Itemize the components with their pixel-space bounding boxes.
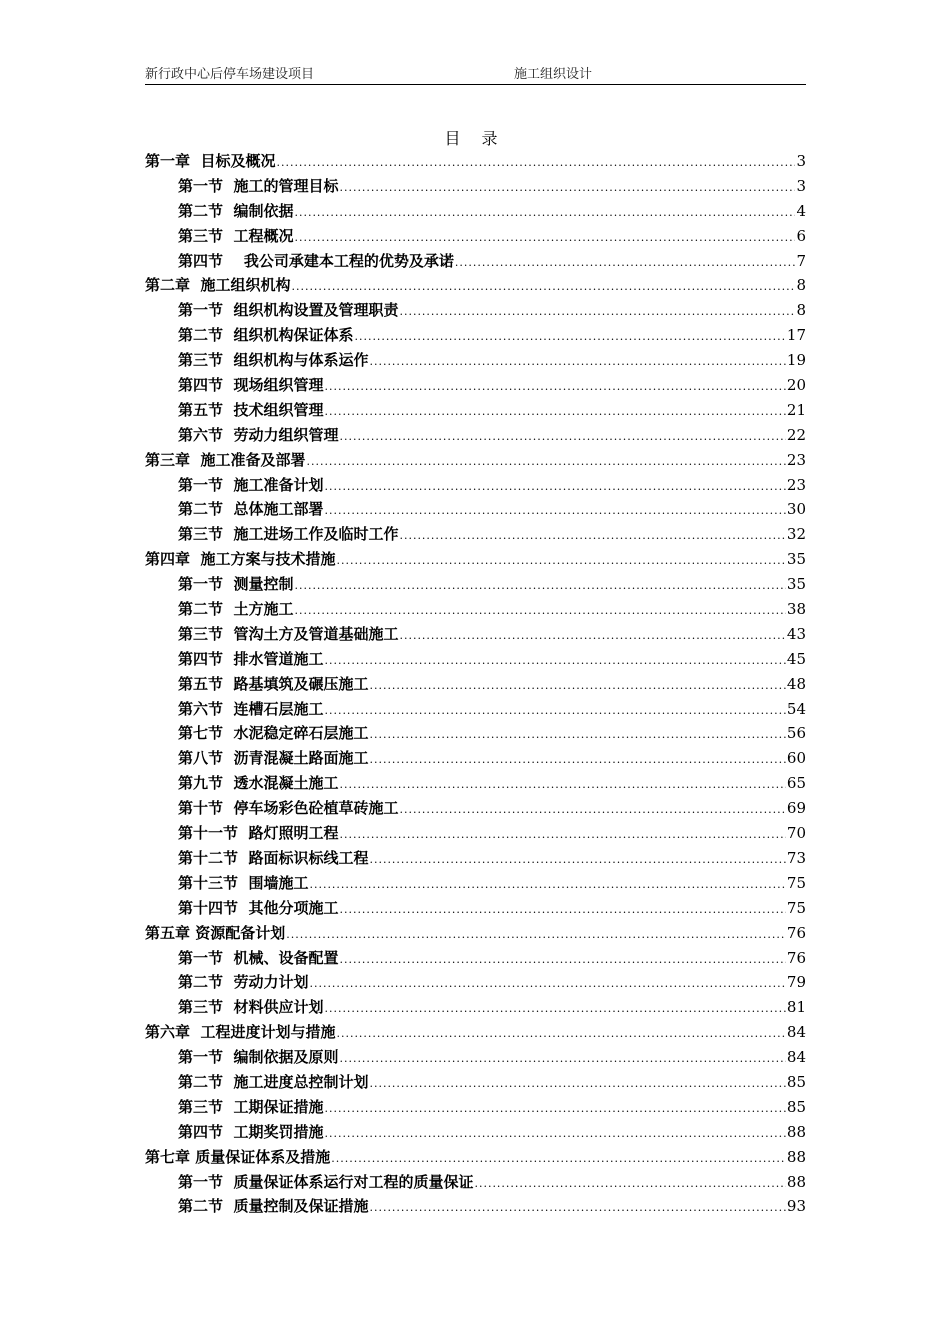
toc-entry-page-number: 85	[786, 1072, 806, 1091]
toc-dot-leader	[369, 753, 785, 766]
toc-entry-page-number: 85	[786, 1097, 806, 1116]
toc-entry-page-number: 19	[786, 351, 806, 370]
toc-dot-leader	[399, 305, 795, 318]
toc-entry-label: 第三节 管沟土方及管道基础施工	[178, 624, 399, 643]
toc-entry-label: 第二节 总体施工部署	[178, 500, 324, 519]
toc-entry-page-number: 43	[786, 624, 806, 643]
toc-dot-leader	[339, 778, 785, 791]
toc-dot-leader	[291, 280, 795, 293]
toc-entry-label: 第三节 施工进场工作及临时工作	[178, 525, 399, 544]
toc-dot-leader	[455, 256, 796, 269]
toc-entry-page-number: 88	[786, 1122, 806, 1141]
toc-dot-leader	[339, 181, 795, 194]
toc-entry-label: 第一节 机械、设备配置	[178, 948, 339, 967]
toc-entry-page-number: 84	[786, 1023, 806, 1042]
toc-entry-page-number: 20	[786, 376, 806, 395]
toc-section-entry[interactable]	[145, 847, 806, 872]
toc-entry-label: 第四节 现场组织管理	[178, 376, 324, 395]
toc-entry-label: 第五节 技术组织管理	[178, 400, 324, 419]
toc-entry-label: 第二节 土方施工	[178, 600, 294, 619]
toc-entry-page-number: 7	[796, 251, 806, 270]
toc-entry-label: 第五节 路基填筑及碾压施工	[178, 674, 369, 693]
toc-entry-page-number: 4	[796, 201, 806, 220]
toc-entry-page-number: 81	[786, 998, 806, 1017]
toc-section-entry[interactable]	[145, 648, 806, 673]
toc-entry-label: 第二节 编制依据	[178, 201, 294, 220]
toc-chapter-entry[interactable]	[145, 449, 806, 474]
toc-entry-label: 第四章 施工方案与技术措施	[145, 550, 336, 569]
toc-entry-label: 第六节 劳动力组织管理	[178, 425, 339, 444]
toc-section-entry[interactable]	[145, 1071, 806, 1096]
header-document-type: 施工组织设计	[514, 67, 593, 82]
toc-dot-leader	[369, 1077, 785, 1090]
toc-entry-page-number: 93	[786, 1197, 806, 1216]
toc-section-entry[interactable]	[145, 573, 806, 598]
toc-entry-page-number: 30	[786, 500, 806, 519]
toc-dot-leader	[339, 828, 785, 841]
toc-section-entry[interactable]	[145, 1096, 806, 1121]
toc-dot-leader	[339, 430, 785, 443]
toc-entry-label: 第四节 工期奖罚措施	[178, 1122, 324, 1141]
toc-entry-page-number: 65	[786, 774, 806, 793]
toc-entry-label: 第一节 施工的管理目标	[178, 176, 339, 195]
toc-dot-leader	[309, 878, 785, 891]
toc-entry-page-number: 3	[796, 176, 806, 195]
toc-dot-leader	[294, 206, 795, 219]
toc-entry-page-number: 23	[786, 450, 806, 469]
toc-entry-page-number: 60	[786, 749, 806, 768]
toc-chapter-entry[interactable]	[145, 548, 806, 573]
toc-dot-leader	[294, 231, 795, 244]
toc-section-entry[interactable]	[145, 971, 806, 996]
toc-dot-leader	[309, 977, 785, 990]
toc-entry-page-number: 32	[786, 525, 806, 544]
toc-section-entry[interactable]	[145, 1195, 806, 1220]
toc-section-entry[interactable]	[145, 374, 806, 399]
toc-dot-leader	[331, 1152, 786, 1165]
toc-entry-page-number: 21	[786, 400, 806, 419]
toc-dot-leader	[369, 355, 785, 368]
toc-entry-page-number: 8	[796, 276, 806, 295]
toc-entry-page-number: 73	[786, 848, 806, 867]
toc-dot-leader	[339, 953, 785, 966]
toc-entry-label: 第七节 水泥稳定碎石层施工	[178, 724, 369, 743]
toc-entry-page-number: 54	[786, 699, 806, 718]
toc-entry-label: 第二章 施工组织机构	[145, 276, 291, 295]
toc-entry-label: 第三节 材料供应计划	[178, 998, 324, 1017]
toc-entry-page-number: 17	[786, 326, 806, 345]
toc-dot-leader	[286, 928, 786, 941]
toc-dot-leader	[399, 529, 785, 542]
toc-section-entry[interactable]	[145, 822, 806, 847]
toc-entry-label: 第四节 我公司承建本工程的优势及承诺	[178, 251, 454, 270]
toc-title: 目 录	[444, 129, 506, 148]
toc-chapter-entry[interactable]	[145, 1021, 806, 1046]
toc-entry-label: 第一节 施工准备计划	[178, 475, 324, 494]
toc-section-entry[interactable]	[145, 772, 806, 797]
toc-entry-label: 第二节 质量控制及保证措施	[178, 1197, 369, 1216]
toc-dot-leader	[369, 679, 785, 692]
toc-dot-leader	[324, 654, 785, 667]
toc-section-entry[interactable]	[145, 897, 806, 922]
toc-entry-label: 第十四节 其他分项施工	[178, 898, 339, 917]
toc-entry-label: 第十节 停车场彩色砼植草砖施工	[178, 799, 399, 818]
toc-section-entry[interactable]	[145, 523, 806, 548]
toc-entry-label: 第十一节 路灯照明工程	[178, 824, 339, 843]
toc-section-entry[interactable]	[145, 623, 806, 648]
toc-entry-page-number: 76	[786, 948, 806, 967]
toc-entry-page-number: 38	[786, 600, 806, 619]
toc-entry-page-number: 88	[786, 1172, 806, 1191]
toc-section-entry[interactable]	[145, 349, 806, 374]
toc-entry-page-number: 8	[796, 301, 806, 320]
toc-entry-label: 第七章 质量保证体系及措施	[145, 1147, 331, 1166]
toc-section-entry[interactable]	[145, 1046, 806, 1071]
toc-entry-page-number: 75	[786, 873, 806, 892]
toc-dot-leader	[324, 405, 785, 418]
toc-dot-leader	[294, 604, 785, 617]
toc-dot-leader	[339, 1052, 785, 1065]
header-project-name: 新行政中心后停车场建设项目	[145, 67, 315, 82]
toc-entry-page-number: 88	[786, 1147, 806, 1166]
toc-entry-label: 第二节 组织机构保证体系	[178, 326, 354, 345]
toc-section-entry[interactable]	[145, 1171, 806, 1196]
toc-dot-leader	[324, 704, 785, 717]
toc-entry-label: 第三节 工程概况	[178, 226, 294, 245]
toc-entry-label: 第一节 编制依据及原则	[178, 1048, 339, 1067]
toc-section-entry[interactable]	[145, 474, 806, 499]
toc-entry-page-number: 56	[786, 724, 806, 743]
toc-dot-leader	[324, 480, 785, 493]
toc-entry-label: 第十二节 路面标识标线工程	[178, 848, 369, 867]
toc-entry-page-number: 45	[786, 649, 806, 668]
toc-section-entry[interactable]	[145, 698, 806, 723]
toc-dot-leader	[399, 629, 785, 642]
page-header	[145, 66, 806, 85]
toc-dot-leader	[324, 504, 785, 517]
toc-chapter-entry[interactable]	[145, 150, 806, 175]
toc-section-entry[interactable]	[145, 797, 806, 822]
toc-dot-leader	[324, 380, 785, 393]
toc-dot-leader	[369, 728, 785, 741]
toc-dot-leader	[339, 903, 785, 916]
toc-entry-page-number: 35	[786, 575, 806, 594]
toc-dot-leader	[306, 455, 785, 468]
toc-entry-label: 第六章 工程进度计划与措施	[145, 1023, 336, 1042]
toc-entry-label: 第三节 工期保证措施	[178, 1097, 324, 1116]
toc-entry-page-number: 75	[786, 898, 806, 917]
toc-section-entry[interactable]	[145, 175, 806, 200]
toc-dot-leader	[276, 156, 795, 169]
table-of-contents	[145, 150, 806, 1220]
toc-dot-leader	[324, 1002, 785, 1015]
toc-entry-label: 第八节 沥青混凝土路面施工	[178, 749, 369, 768]
toc-entry-label: 第二节 劳动力计划	[178, 973, 309, 992]
toc-entry-label: 第五章 资源配备计划	[145, 923, 286, 942]
toc-dot-leader	[336, 1027, 785, 1040]
toc-entry-page-number: 22	[786, 425, 806, 444]
toc-section-entry[interactable]	[145, 200, 806, 225]
toc-dot-leader	[369, 1201, 785, 1214]
toc-section-entry[interactable]	[145, 424, 806, 449]
toc-entry-label: 第一节 组织机构设置及管理职责	[178, 301, 399, 320]
toc-entry-page-number: 6	[796, 226, 806, 245]
toc-chapter-entry[interactable]	[145, 274, 806, 299]
toc-dot-leader	[369, 853, 785, 866]
toc-dot-leader	[399, 803, 785, 816]
toc-chapter-entry[interactable]	[145, 922, 806, 947]
toc-section-entry[interactable]	[145, 324, 806, 349]
toc-entry-page-number: 23	[786, 475, 806, 494]
toc-dot-leader	[324, 1127, 785, 1140]
toc-entry-label: 第一节 质量保证体系运行对工程的质量保证	[178, 1172, 474, 1191]
toc-entry-label: 第二节 施工进度总控制计划	[178, 1072, 369, 1091]
toc-entry-page-number: 84	[786, 1048, 806, 1067]
toc-entry-page-number: 3	[796, 152, 806, 170]
toc-entry-label: 第三节 组织机构与体系运作	[178, 351, 369, 370]
toc-dot-leader	[336, 554, 785, 567]
toc-entry-label: 第九节 透水混凝土施工	[178, 774, 339, 793]
toc-section-entry[interactable]	[145, 673, 806, 698]
toc-entry-page-number: 69	[786, 799, 806, 818]
toc-entry-label: 第一章 目标及概况	[145, 152, 276, 170]
toc-entry-label: 第四节 排水管道施工	[178, 649, 324, 668]
toc-dot-leader	[354, 330, 785, 343]
toc-section-entry[interactable]	[145, 225, 806, 250]
toc-section-entry[interactable]	[145, 872, 806, 897]
toc-section-entry[interactable]	[145, 722, 806, 747]
toc-section-entry[interactable]	[145, 598, 806, 623]
toc-chapter-entry[interactable]	[145, 1146, 806, 1171]
toc-entry-page-number: 48	[786, 674, 806, 693]
toc-entry-page-number: 35	[786, 550, 806, 569]
toc-entry-label: 第十三节 围墙施工	[178, 873, 309, 892]
toc-entry-label: 第六节 连槽石层施工	[178, 699, 324, 718]
toc-section-entry[interactable]	[145, 1121, 806, 1146]
toc-section-entry[interactable]	[145, 996, 806, 1021]
toc-dot-leader	[474, 1177, 785, 1190]
toc-section-entry[interactable]	[145, 747, 806, 772]
toc-dot-leader	[294, 579, 785, 592]
toc-entry-page-number: 76	[786, 923, 806, 942]
toc-dot-leader	[324, 1102, 785, 1115]
toc-entry-page-number: 70	[786, 824, 806, 843]
toc-entry-label: 第一节 测量控制	[178, 575, 294, 594]
toc-entry-label: 第三章 施工准备及部署	[145, 450, 306, 469]
toc-section-entry[interactable]	[145, 399, 806, 424]
toc-entry-page-number: 79	[786, 973, 806, 992]
toc-section-entry[interactable]	[145, 498, 806, 523]
toc-section-entry[interactable]	[145, 299, 806, 324]
toc-section-entry[interactable]	[145, 250, 806, 275]
toc-section-entry[interactable]	[145, 947, 806, 972]
